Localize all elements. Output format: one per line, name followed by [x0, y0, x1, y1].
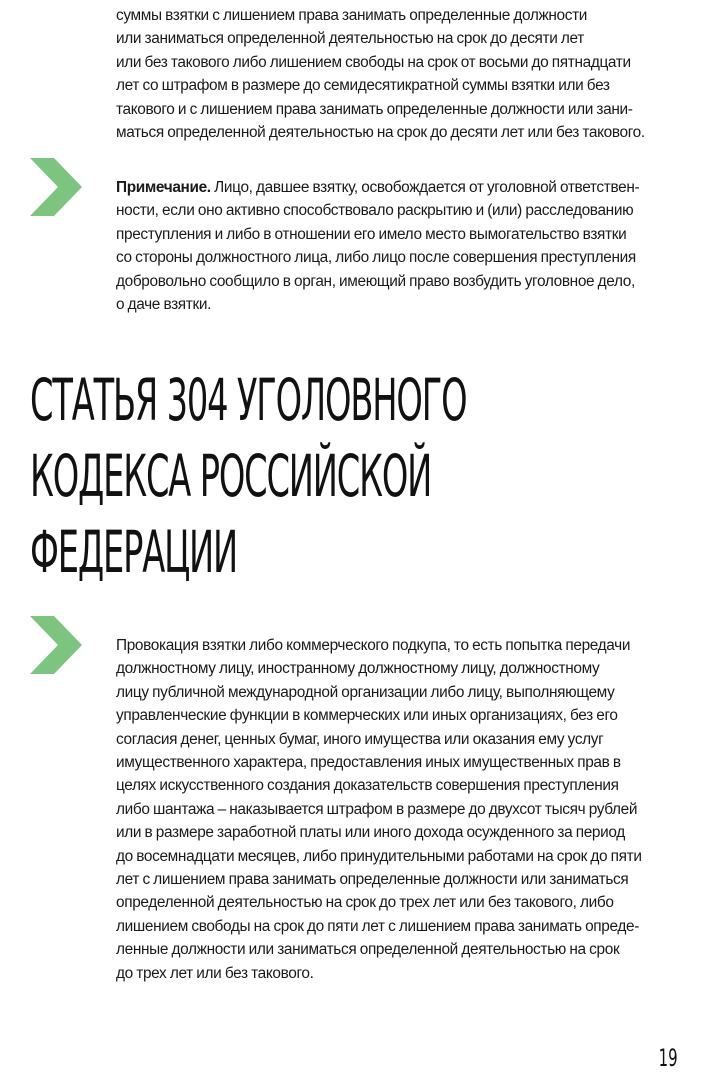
note-line: добровольно сообщило в орган, имеющий право возбудить уголовное дело,: [116, 272, 635, 290]
note-line: со стороны должностного лица, либо лицо после совершения преступления: [116, 249, 636, 267]
article-line: целях искусственного создания доказательств совершения преступления: [116, 777, 619, 795]
article-line: ленные должности или заниматься определенной деятельностью на срок: [116, 941, 620, 959]
article-line: лишением свободы на срок до пяти лет с лишением права занимать опреде-: [116, 917, 639, 935]
note-first-line: [116, 176, 639, 199]
chevron-shape: [30, 616, 82, 674]
chevron-shape: [30, 158, 82, 216]
article-line: имущественного характера, предоставления иных имущественных прав в: [116, 754, 621, 772]
article-heading: [30, 362, 466, 590]
article-line: до восемнадцати месяцев, либо принудительными работами на срок до пяти: [116, 847, 642, 865]
chevron-right-icon: [30, 158, 82, 216]
article-line: лицу публичной международной организации либо лицу, выполняющему: [116, 683, 615, 701]
page-number: 19: [659, 1044, 678, 1072]
paragraph-line: лет со штрафом в размере до семидесятикратной суммы взятки или без: [116, 77, 610, 95]
article-line: согласия денег, ценных бумаг, иного имущества или оказания ему услуг: [116, 730, 604, 748]
heading-line: ФЕДЕРАЦИИ: [30, 518, 238, 586]
chevron-right-icon: [30, 616, 82, 674]
paragraph-line: такового и с лишением права занимать определенные должности или зани-: [116, 100, 633, 118]
article-line: или в размере заработной платы или иного дохода осужденного за период: [116, 824, 625, 842]
note-paragraph: [116, 176, 639, 316]
article-line: либо шантажа – наказывается штрафом в размере до двухсот тысяч рублей: [116, 800, 638, 818]
article-line: до трех лет или без такового.: [116, 964, 314, 982]
article-line: лет с лишением права занимать определенные должности или заниматься: [116, 871, 629, 889]
paragraph-line: или без такового либо лишением свободы на срок от восьми до пятнадцати: [116, 53, 631, 71]
note-line: преступления и либо в отношении его имело место вымогательство взятки: [116, 225, 627, 243]
note-label: Примечание.: [116, 179, 211, 196]
note-line: о даче взятки.: [116, 296, 212, 314]
paragraph-line: маться определенной деятельностью на срок до десяти лет или без такового.: [116, 124, 645, 142]
article-line: определенной деятельностью на срок до трех лет или без такового, либо: [116, 894, 614, 912]
article-line: управленческие функции в коммерческих или иных организациях, без его: [116, 707, 618, 725]
heading-line: СТАТЬЯ 304 УГОЛОВНОГО: [30, 366, 467, 434]
note-line: ности, если оно активно способствовало раскрытию и (или) расследованию: [116, 202, 634, 220]
paragraph-line: суммы взятки с лишением права занимать определенные должности: [116, 7, 588, 24]
paragraph-continuation: [116, 4, 645, 144]
article-paragraph: [116, 634, 642, 985]
note-first-line-text: Лицо, давшее взятку, освобождается от уголовной ответствен-: [210, 179, 640, 196]
article-line: должностному лицу, иностранному должностному лицу, должностному: [116, 660, 600, 678]
heading-line: КОДЕКСА РОССИЙСКОЙ: [30, 442, 432, 510]
paragraph-line: или заниматься определенной деятельностью на срок до десяти лет: [116, 30, 584, 48]
article-line: Провокация взятки либо коммерческого подкупа, то есть попытка передачи: [116, 637, 631, 654]
